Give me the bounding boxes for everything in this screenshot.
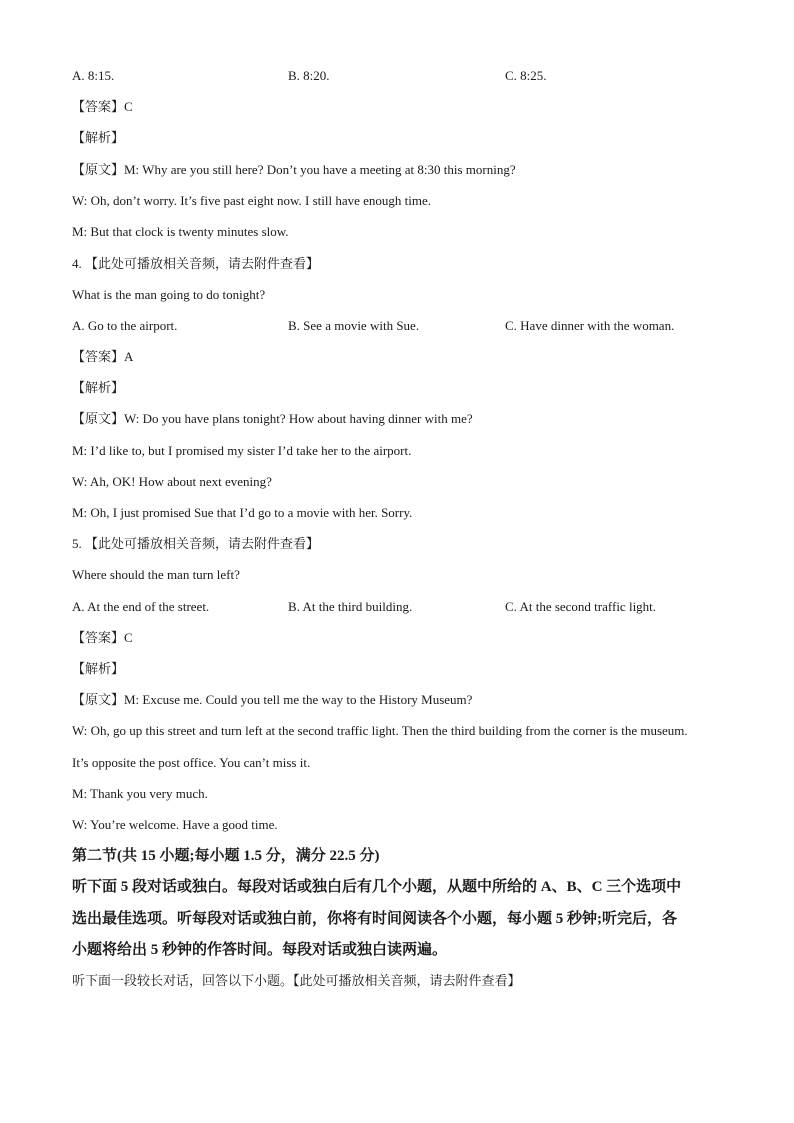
q4-script-line: 【原文】W: Do you have plans tonight? How about having dinner with me? (72, 411, 473, 426)
q5-analysis: 【解析】 (72, 661, 125, 676)
q5-answer: 【答案】C (72, 630, 133, 645)
q5-script-line: W: You’re welcome. Have a good time. (72, 817, 278, 832)
q5-option-b: B. At the third building. (288, 599, 413, 614)
q3-analysis: 【解析】 (72, 130, 125, 145)
q4-option-a: A. Go to the airport. (72, 318, 178, 333)
q5-script-line: M: Thank you very much. (72, 786, 208, 801)
q5-question: Where should the man turn left? (72, 567, 240, 582)
section-instructions: 选出最佳选项。听每段对话或独白前，你将有时间阅读各个小题，每小题 5 秒钟;听完后，各 (72, 911, 677, 927)
q5-heading: 5. 【此处可播放相关音频，请去附件查看】 (72, 536, 320, 551)
q5-option-c: C. At the second traffic light. (505, 599, 657, 614)
section-instructions: 小题将给出 5 秒钟的作答时间。每段对话或独白读两遍。 (72, 942, 448, 958)
q4-question: What is the man going to do tonight? (72, 287, 266, 302)
q5-option-a: A. At the end of the street. (72, 599, 210, 614)
section-note: 听下面一段较长对话，回答以下小题。【此处可播放相关音频，请去附件查看】 (72, 973, 521, 988)
q3-answer: 【答案】C (72, 99, 133, 114)
q4-option-b: B. See a movie with Sue. (288, 318, 420, 333)
q5-script-line: It’s opposite the post office. You can’t miss it. (72, 755, 311, 770)
q4-script-line: M: Oh, I just promised Sue that I’d go to a movie with her. Sorry. (72, 505, 413, 520)
q5-script-line: 【原文】M: Excuse me. Could you tell me the way to the History Museum? (72, 692, 473, 707)
q3-option-c: C. 8:25. (505, 68, 547, 83)
q4-script-line: W: Ah, OK! How about next evening? (72, 474, 272, 489)
q3-option-a: A. 8:15. (72, 68, 115, 83)
q4-script-line: M: I’d like to, but I promised my sister I’d take her to the airport. (72, 443, 412, 458)
q3-option-b: B. 8:20. (288, 68, 330, 83)
q5-script-line: W: Oh, go up this street and turn left at the second traffic light. Then the third building from the corner is the museum. (72, 723, 688, 738)
q3-script-line: W: Oh, don’t worry. It’s five past eight now. I still have enough time. (72, 193, 431, 208)
q4-heading: 4. 【此处可播放相关音频，请去附件查看】 (72, 256, 320, 271)
q4-answer: 【答案】A (72, 349, 134, 364)
section-title: 第二节(共 15 小题;每小题 1.5 分，满分 22.5 分) (72, 848, 380, 864)
q3-script-line: M: But that clock is twenty minutes slow. (72, 224, 289, 239)
section-instructions: 听下面 5 段对话或独白。每段对话或独白后有几个小题，从题中所给的 A、B、C 三个选项中 (72, 879, 682, 895)
q4-analysis: 【解析】 (72, 380, 125, 395)
q4-option-c: C. Have dinner with the woman. (505, 318, 675, 333)
q3-script-line: 【原文】M: Why are you still here? Don’t you have a meeting at 8:30 this morning? (72, 162, 516, 177)
